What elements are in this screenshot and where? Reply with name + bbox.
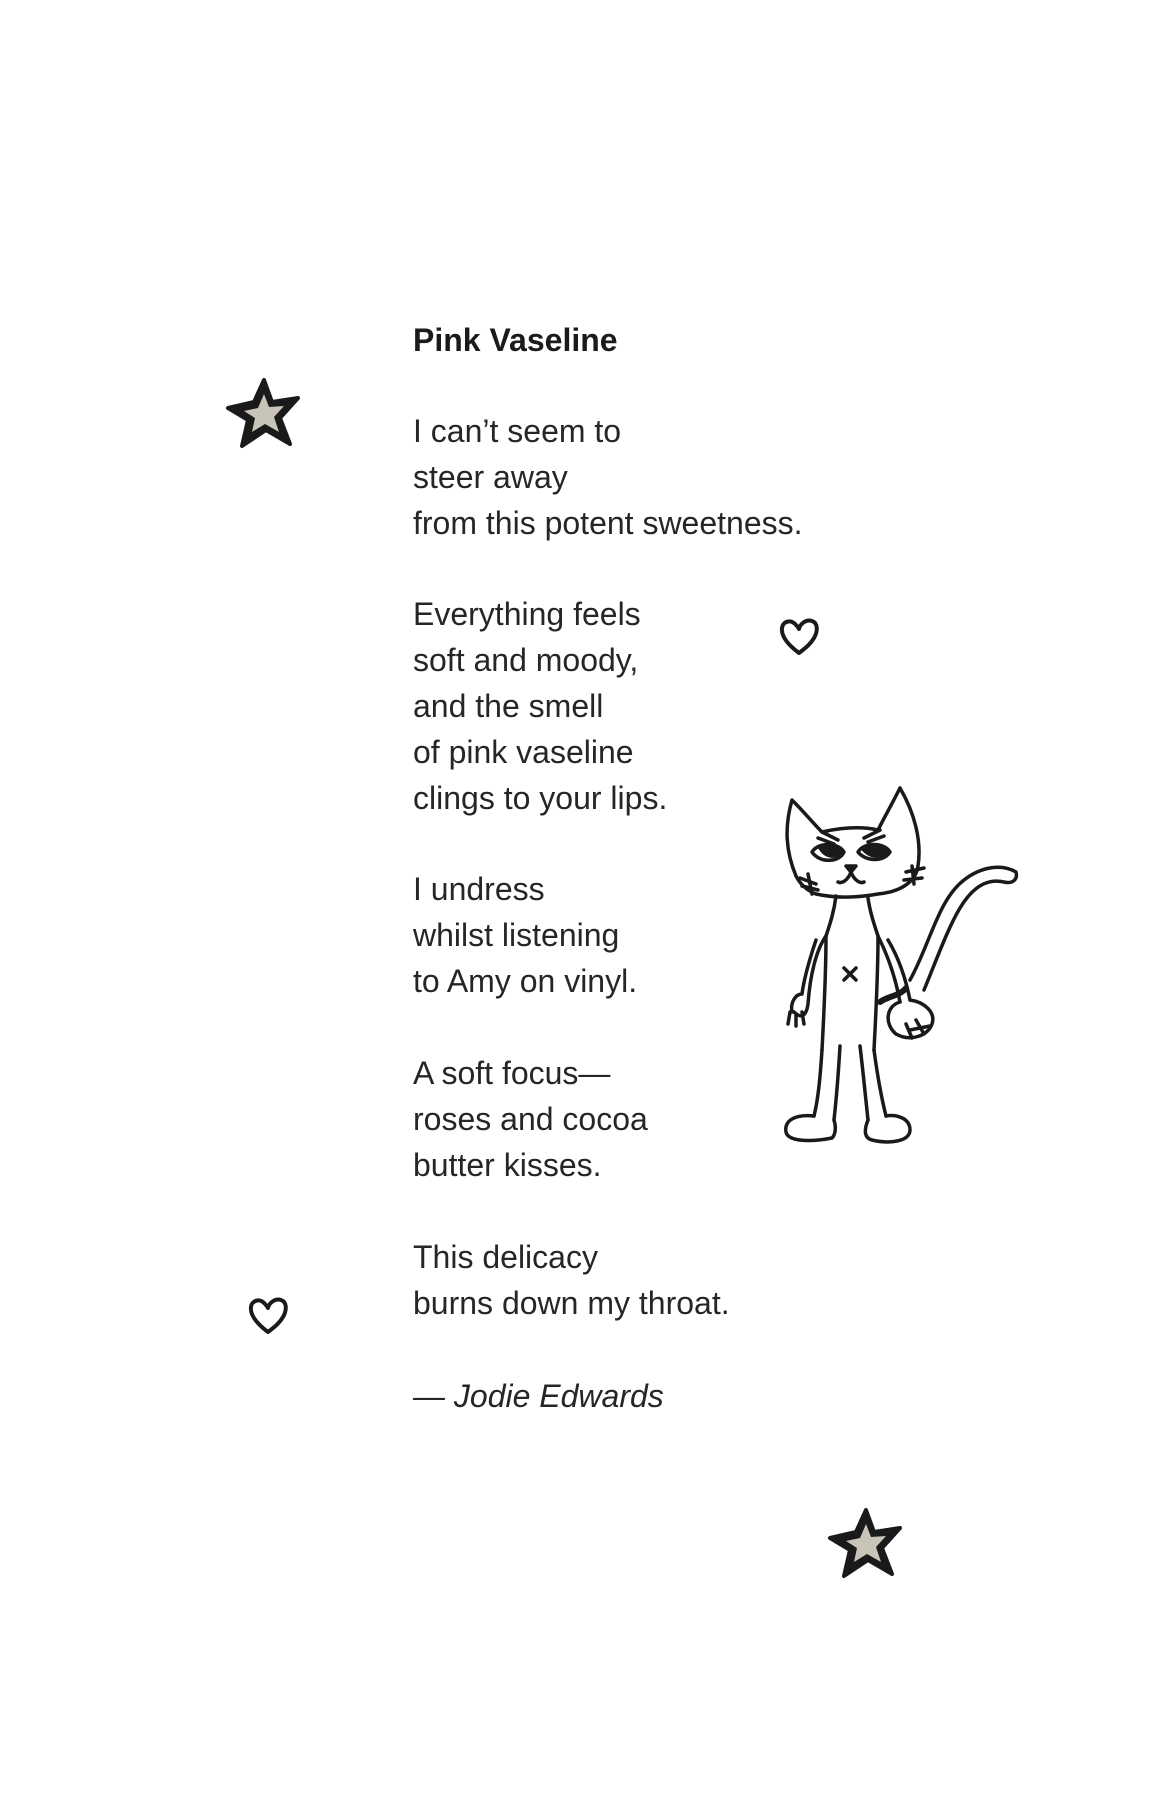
poem-line: whilst listening	[413, 917, 620, 953]
poem-line: from this potent sweetness.	[413, 505, 803, 541]
poem-line: of pink vaseline	[413, 734, 634, 770]
poem-line: soft and moody,	[413, 642, 639, 678]
stanza-2	[413, 591, 667, 821]
star-icon	[826, 1504, 906, 1584]
stanza-4	[413, 1050, 648, 1188]
poem-title: Pink Vaseline	[413, 322, 618, 358]
poem-line: to Amy on vinyl.	[413, 963, 638, 999]
poem-line: butter kisses.	[413, 1147, 602, 1183]
signature-name: Jodie Edwards	[453, 1378, 664, 1414]
poem-line: Everything feels	[413, 596, 641, 632]
signature-dash: —	[413, 1378, 454, 1414]
poem-line: burns down my throat.	[413, 1285, 730, 1321]
poem-line: roses and cocoa	[413, 1101, 648, 1137]
poem-line: A soft focus—	[413, 1055, 611, 1091]
heart-icon	[246, 1295, 290, 1337]
heart-icon	[777, 616, 821, 658]
star-icon	[224, 374, 304, 454]
stanza-3	[413, 866, 637, 1004]
stanza-1	[413, 408, 803, 546]
poem-line: This delicacy	[413, 1239, 598, 1275]
cat-drawing	[760, 780, 1020, 1165]
poem-line: I undress	[413, 871, 545, 907]
stanza-5	[413, 1234, 730, 1326]
poem-line: steer away	[413, 459, 568, 495]
poem-signature	[413, 1373, 664, 1419]
poem-line: and the smell	[413, 688, 604, 724]
poem-line: clings to your lips.	[413, 780, 668, 816]
poem-line: I can’t seem to	[413, 413, 622, 449]
